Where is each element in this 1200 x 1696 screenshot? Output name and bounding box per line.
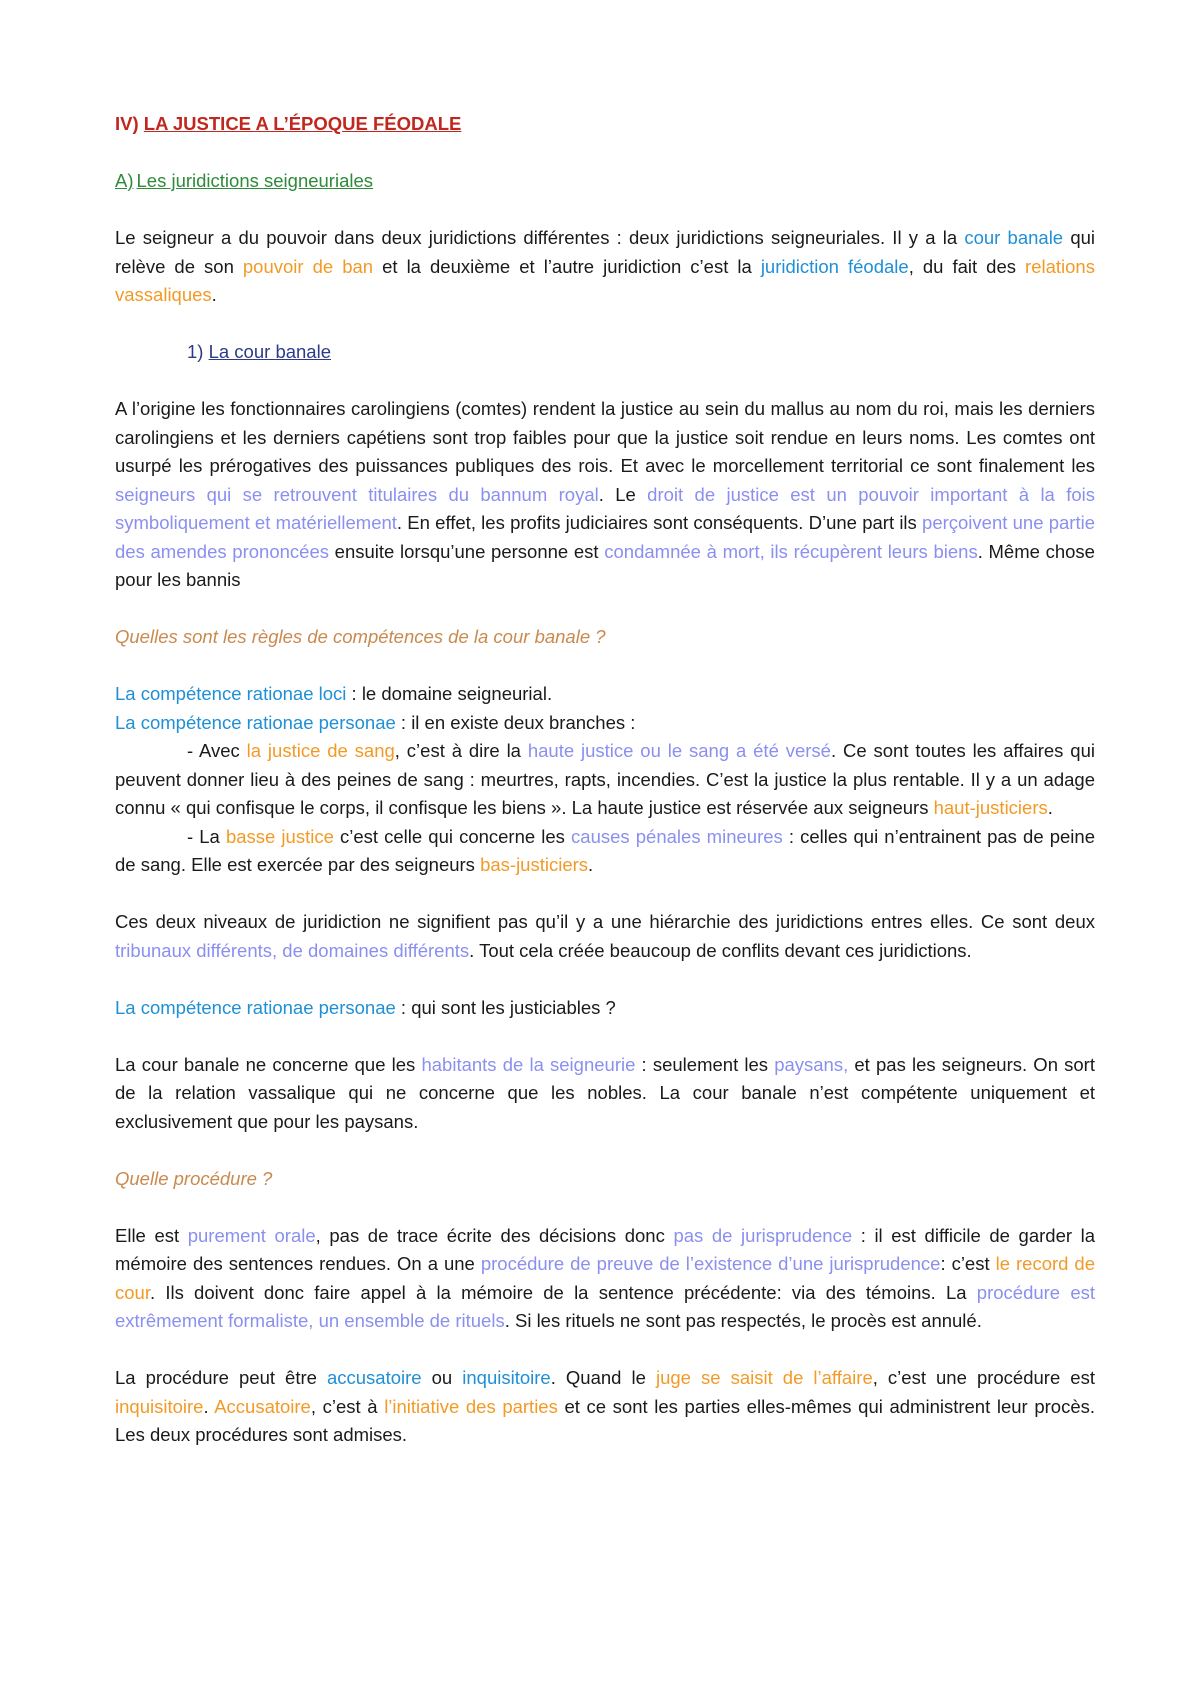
subsection-title: La cour banale (208, 341, 331, 362)
highlight-term: l’initiative des parties (384, 1395, 558, 1417)
list-item-haute-justice: - Avec la justice de sang, c’est à dire la haute justice ou le sang a été versé. Ce sont toutes les affaires qui peuvent donner lieu à des peines de sang : meurtres, rapts, incendies. C’est la justice la plus rentable. Il y a un adage connu « qui confisque le corps, il confisque les biens ». La haute justice est réservée aux seigneurs haut-justiciers. (115, 740, 1095, 818)
paragraph-procedure: Elle est purement orale, pas de trace écrite des décisions donc pas de jurisprudence : il est difficile de garder la mémoire des sentences rendues. On a une procédure de preuve de l’existence d’une jurisprudence: c’est le record de cour. Ils doivent donc faire appel à la mémoire de la sentence précédente: via des témoins. La procédure est extrêmement formaliste, un ensemble de rituels. Si les rituels ne sont pas respectés, le procès est annulé. (115, 1224, 1096, 1331)
section-heading-a (115, 167, 1095, 196)
question-heading: Quelles sont les règles de compétences de la cour banale ? (115, 626, 606, 647)
chapter-number: IV) (115, 113, 139, 134)
highlight-term: haut-justiciers (933, 797, 1048, 818)
paragraph-origins: A l’origine les fonctionnaires carolingiens (comtes) rendent la justice au sein du mallus au nom du roi, mais les derniers carolingiens et les derniers capétiens sont trop faibles pour que la justice soit rendue en leurs noms. Les comtes ont usurpé les prérogatives des puissances publiques des rois. Et avec le morcellement territorial ce sont finalement les seigneurs qui se retrouvent titulaires du bannum royal. Le droit de justice est un pouvoir important à la fois symboliquement et matériellement. En effet, les profits judiciaires sont conséquents. D’une part ils perçoivent une partie des amendes prononcées ensuite lorsqu’une personne est condamnée à mort, ils récupèrent leurs biens. Même chose pour les bannis (115, 398, 1095, 590)
highlight-term: causes pénales mineures (571, 825, 783, 847)
highlight-term: Accusatoire (214, 1395, 311, 1417)
highlight-term: inquisitoire (115, 1395, 204, 1417)
highlight-term: La compétence rationae loci (115, 683, 347, 704)
highlight-term: pas de jurisprudence (673, 1224, 853, 1246)
section-number: A) (115, 170, 134, 191)
section-title: Les juridictions seigneuriales (136, 170, 374, 191)
paragraph-justiciables: La compétence rationae personae : qui sont les justiciables ? (115, 996, 616, 1018)
highlight-term: juridiction féodale (760, 255, 909, 277)
highlight-term: relations vassaliques (115, 255, 1095, 305)
highlight-term: juge se saisit de l’affaire (655, 1367, 873, 1388)
chapter-title-text: LA JUSTICE A L’ÉPOQUE FÉODALE (143, 113, 462, 134)
subsection-number: 1) (187, 341, 204, 362)
paragraph-personae: La compétence rationae personae : il en existe deux branches : (115, 711, 636, 733)
question-heading: Quelle procédure ? (115, 1167, 273, 1189)
highlight-term: basse justice (225, 825, 334, 847)
paragraph-levels: Ces deux niveaux de juridiction ne signifient pas qu’il y a une hiérarchie des juridictions entres elles. Ce sont deux tribunaux différents, de domaines différents. Tout cela créée beaucoup de conflits devant ces juridictions. (115, 911, 1095, 961)
highlight-term: perçoivent une partie des amendes prononcées (115, 512, 1095, 562)
chapter-title (115, 110, 1095, 139)
document-body (115, 110, 1095, 1450)
paragraph-accusatoire: La procédure peut être accusatoire ou inquisitoire. Quand le juge se saisit de l’affaire, c’est une procédure est inquisitoire. Accusatoire, c’est à l’initiative des parties et ce sont les parties elles-mêmes qui administrent leur procès. Les deux procédures sont admises. (115, 1367, 1095, 1445)
highlight-term: le record de cour (115, 1253, 1095, 1303)
list-item-basse-justice: - La basse justice c’est celle qui concerne les causes pénales mineures : celles qui n’entrainent pas de peine de sang. Elle est exercée par des seigneurs bas-justiciers. (115, 825, 1095, 875)
highlight-term: condamnée à mort, ils récupèrent leurs biens (604, 540, 978, 562)
highlight-term: procédure est extrêmement formaliste, un ensemble de rituels (115, 1281, 1096, 1331)
highlight-term: cour banale (964, 227, 1064, 248)
highlight-term: tribunaux différents, de domaines différents (115, 939, 470, 961)
highlight-term: La compétence rationae personae (115, 996, 396, 1018)
highlight-term: La compétence rationae personae (115, 711, 396, 733)
highlight-term: droit de justice est un pouvoir important à la fois symboliquement et matériellement (115, 483, 1095, 533)
highlight-term: seigneurs qui se retrouvent titulaires du bannum royal (115, 483, 599, 505)
highlight-term: procédure de preuve de l’existence d’une jurisprudence (480, 1253, 941, 1274)
highlight-term: habitants de la seigneurie (421, 1053, 636, 1075)
paragraph-intro: Le seigneur a du pouvoir dans deux juridictions différentes : deux juridictions seigneuriales. Il y a la cour banale qui relève de son pouvoir de ban et la deuxième et l’autre juridiction c’est la juridiction féodale, du fait des relations vassaliques. (115, 227, 1096, 305)
paragraph-loci: La compétence rationae loci : le domaine seigneurial. (115, 683, 553, 704)
highlight-term: paysans, (774, 1053, 849, 1075)
highlight-term: pouvoir de ban (242, 255, 374, 277)
highlight-term: la justice de sang (246, 740, 395, 761)
highlight-term: haute justice ou le sang a été versé (527, 740, 831, 761)
highlight-term: purement orale (187, 1224, 316, 1246)
highlight-term: accusatoire (326, 1367, 422, 1388)
subsection-heading-1 (115, 338, 1095, 367)
highlight-term: bas-justiciers (480, 854, 589, 875)
paragraph-peasants: La cour banale ne concerne que les habitants de la seigneurie : seulement les paysans, et pas les seigneurs. On sort de la relation vassalique qui ne concerne que les nobles. La cour banale n’est compétente uniquement et exclusivement que pour les paysans. (115, 1053, 1095, 1132)
highlight-term: inquisitoire (462, 1367, 551, 1388)
